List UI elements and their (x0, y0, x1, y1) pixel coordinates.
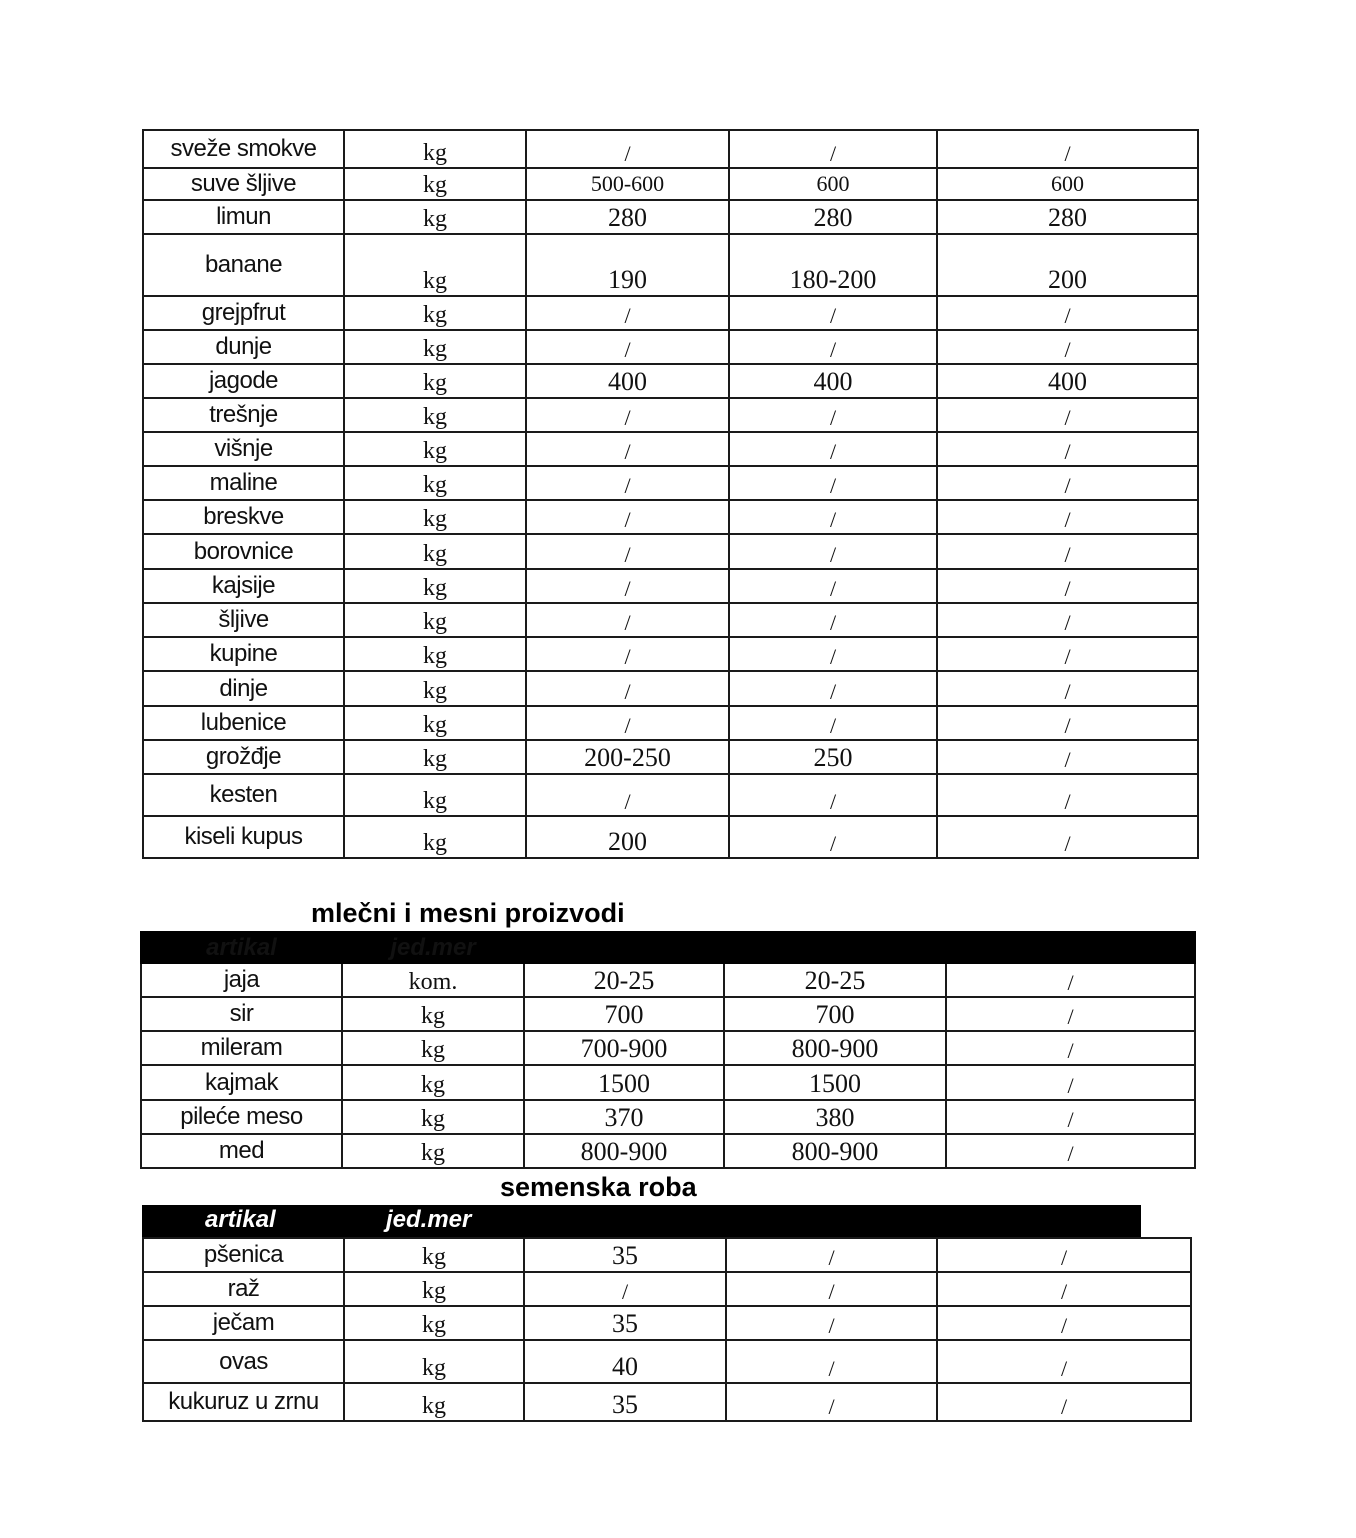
dairy-header-jed-mer: jed.mer (342, 932, 524, 963)
fruit-row (143, 364, 1198, 398)
fruit-row (143, 569, 1198, 603)
fruit-row (143, 534, 1198, 569)
fruit-price-col-3: 200 (937, 234, 1198, 296)
dairy-row (141, 1134, 1195, 1168)
dairy-row (141, 963, 1195, 997)
fruit-unit-cell: kg (344, 296, 526, 330)
dairy-row (141, 1065, 1195, 1100)
seed-price-col-2: / (726, 1340, 937, 1383)
dairy-item-name: sir (141, 997, 342, 1031)
seed-price-col-3: / (937, 1383, 1191, 1421)
seed-price-col-3: / (937, 1306, 1191, 1340)
seed-row (143, 1238, 1191, 1272)
fruit-item-name: borovnice (143, 534, 344, 569)
fruit-price-col-2: / (729, 816, 937, 858)
seed-unit-cell: kg (344, 1340, 524, 1383)
fruit-item-name: dunje (143, 330, 344, 364)
dairy-item-name: pileće meso (141, 1100, 342, 1134)
fruit-row (143, 168, 1198, 200)
dairy-price-col-2: 800-900 (724, 1134, 946, 1168)
fruit-price-col-3: / (937, 130, 1198, 168)
fruit-price-col-2: / (729, 774, 937, 816)
fruit-unit-cell: kg (344, 330, 526, 364)
fruit-row (143, 432, 1198, 466)
fruit-price-col-3: 400 (937, 364, 1198, 398)
fruit-unit-cell: kg (344, 774, 526, 816)
fruit-row (143, 130, 1198, 168)
seed-price-col-3: / (937, 1340, 1191, 1383)
fruit-item-name: kajsije (143, 569, 344, 603)
fruit-unit-cell: kg (344, 398, 526, 432)
fruit-unit-cell: kg (344, 671, 526, 706)
fruit-price-col-3: / (937, 398, 1198, 432)
seed-header-bar (142, 1205, 1141, 1237)
seed-price-col-1: 35 (524, 1383, 726, 1421)
fruit-item-name: suve šljive (143, 168, 344, 200)
fruit-price-col-2: / (729, 706, 937, 740)
fruit-price-col-2: / (729, 466, 937, 500)
seed-item-name: kukuruz u zrnu (143, 1383, 344, 1421)
fruit-price-col-2: / (729, 637, 937, 671)
dairy-price-col-2: 380 (724, 1100, 946, 1134)
dairy-row (141, 1100, 1195, 1134)
seed-row (143, 1306, 1191, 1340)
fruit-price-col-2: / (729, 603, 937, 637)
fruit-unit-cell: kg (344, 168, 526, 200)
dairy-price-col-2: 800-900 (724, 1031, 946, 1065)
fruit-price-col-1: / (526, 671, 729, 706)
fruit-price-col-1: 200 (526, 816, 729, 858)
dairy-price-col-3: / (946, 1134, 1195, 1168)
seed-item-name: ječam (143, 1306, 344, 1340)
fruit-price-col-3: / (937, 816, 1198, 858)
fruit-price-col-2: 180-200 (729, 234, 937, 296)
dairy-price-col-3: / (946, 1065, 1195, 1100)
fruit-price-col-1: / (526, 432, 729, 466)
dairy-price-col-1: 20-25 (524, 963, 724, 997)
fruit-price-col-1: / (526, 706, 729, 740)
fruit-price-col-1: 280 (526, 200, 729, 234)
seed-price-col-3: / (937, 1238, 1191, 1272)
fruit-item-name: limun (143, 200, 344, 234)
dairy-price-col-1: 700-900 (524, 1031, 724, 1065)
fruit-price-col-2: / (729, 500, 937, 534)
dairy-unit-cell: kom. (342, 963, 524, 997)
fruit-price-col-1: 200-250 (526, 740, 729, 774)
fruit-price-col-3: / (937, 466, 1198, 500)
fruit-price-col-3: / (937, 330, 1198, 364)
fruit-price-col-3: / (937, 603, 1198, 637)
fruit-row (143, 500, 1198, 534)
fruit-price-col-3: / (937, 637, 1198, 671)
fruit-row (143, 671, 1198, 706)
seed-section-title: semenska roba (500, 1172, 697, 1202)
fruit-item-name: kupine (143, 637, 344, 671)
seed-price-table (142, 1237, 1192, 1422)
dairy-price-col-3: / (946, 1100, 1195, 1134)
fruit-item-name: maline (143, 466, 344, 500)
fruit-item-name: kiseli kupus (143, 816, 344, 858)
seed-price-col-2: / (726, 1383, 937, 1421)
fruit-price-col-2: 400 (729, 364, 937, 398)
fruit-item-name: grejpfrut (143, 296, 344, 330)
fruit-row (143, 234, 1198, 296)
dairy-header-empty-2 (724, 932, 946, 963)
fruit-price-col-1: 500-600 (526, 168, 729, 200)
fruit-item-name: trešnje (143, 398, 344, 432)
fruit-row (143, 706, 1198, 740)
dairy-unit-cell: kg (342, 1065, 524, 1100)
seed-price-col-1: 35 (524, 1238, 726, 1272)
fruit-item-name: banane (143, 234, 344, 296)
dairy-item-name: jaja (141, 963, 342, 997)
fruit-row (143, 330, 1198, 364)
fruit-item-name: višnje (143, 432, 344, 466)
fruit-row (143, 200, 1198, 234)
seed-unit-cell: kg (344, 1306, 524, 1340)
dairy-unit-cell: kg (342, 997, 524, 1031)
fruit-price-col-3: / (937, 569, 1198, 603)
seed-price-col-2: / (726, 1306, 937, 1340)
seed-unit-cell: kg (344, 1383, 524, 1421)
fruit-unit-cell: kg (344, 200, 526, 234)
fruit-price-col-2: 280 (729, 200, 937, 234)
seed-unit-cell: kg (344, 1238, 524, 1272)
fruit-unit-cell: kg (344, 740, 526, 774)
fruit-price-col-2: 250 (729, 740, 937, 774)
fruit-price-col-1: / (526, 569, 729, 603)
fruit-item-name: šljive (143, 603, 344, 637)
dairy-price-col-1: 1500 (524, 1065, 724, 1100)
fruit-price-col-1: / (526, 330, 729, 364)
fruit-item-name: jagode (143, 364, 344, 398)
fruit-price-col-3: / (937, 296, 1198, 330)
dairy-section-title: mlečni i mesni proizvodi (311, 898, 625, 928)
dairy-item-name: mileram (141, 1031, 342, 1065)
seed-row (143, 1340, 1191, 1383)
dairy-item-name: kajmak (141, 1065, 342, 1100)
seed-price-col-1: 35 (524, 1306, 726, 1340)
dairy-header-empty-1 (524, 932, 724, 963)
seed-price-col-3: / (937, 1272, 1191, 1306)
fruit-price-col-1: 190 (526, 234, 729, 296)
fruit-row (143, 296, 1198, 330)
fruit-row (143, 774, 1198, 816)
seed-item-name: ovas (143, 1340, 344, 1383)
fruit-price-col-3: / (937, 671, 1198, 706)
fruit-unit-cell: kg (344, 603, 526, 637)
fruit-price-col-3: 600 (937, 168, 1198, 200)
seed-header-jed-mer: jed.mer (386, 1206, 472, 1233)
fruit-price-col-1: / (526, 466, 729, 500)
dairy-price-col-2: 700 (724, 997, 946, 1031)
fruit-price-col-1: / (526, 130, 729, 168)
fruit-price-col-2: / (729, 432, 937, 466)
fruit-price-col-1: 400 (526, 364, 729, 398)
dairy-price-col-1: 700 (524, 997, 724, 1031)
fruit-unit-cell: kg (344, 706, 526, 740)
fruit-price-col-3: / (937, 534, 1198, 569)
dairy-price-col-3: / (946, 963, 1195, 997)
fruit-price-col-1: / (526, 637, 729, 671)
fruit-price-col-2: / (729, 296, 937, 330)
dairy-unit-cell: kg (342, 1134, 524, 1168)
seed-price-col-2: / (726, 1238, 937, 1272)
fruit-price-col-2: / (729, 398, 937, 432)
fruit-price-col-3: / (937, 500, 1198, 534)
dairy-header-empty-3 (946, 932, 1195, 963)
fruit-price-col-3: 280 (937, 200, 1198, 234)
fruit-price-col-1: / (526, 296, 729, 330)
fruit-item-name: dinje (143, 671, 344, 706)
fruit-price-col-2: / (729, 569, 937, 603)
dairy-price-col-3: / (946, 1031, 1195, 1065)
fruit-unit-cell: kg (344, 500, 526, 534)
dairy-price-col-1: 370 (524, 1100, 724, 1134)
fruit-unit-cell: kg (344, 534, 526, 569)
fruit-unit-cell: kg (344, 432, 526, 466)
fruit-price-col-1: / (526, 500, 729, 534)
dairy-price-table (140, 931, 1196, 1169)
seed-price-col-1: / (524, 1272, 726, 1306)
fruit-item-name: kesten (143, 774, 344, 816)
dairy-price-col-2: 1500 (724, 1065, 946, 1100)
fruit-unit-cell: kg (344, 234, 526, 296)
fruit-price-col-2: / (729, 671, 937, 706)
fruit-price-col-3: / (937, 432, 1198, 466)
seed-item-name: raž (143, 1272, 344, 1306)
fruit-price-col-2: / (729, 330, 937, 364)
fruit-row (143, 740, 1198, 774)
fruit-item-name: grožđje (143, 740, 344, 774)
dairy-header-artikal: artikal (141, 932, 342, 963)
fruit-item-name: lubenice (143, 706, 344, 740)
fruit-price-col-1: / (526, 603, 729, 637)
seed-row (143, 1272, 1191, 1306)
fruit-price-col-1: / (526, 774, 729, 816)
dairy-price-col-3: / (946, 997, 1195, 1031)
fruit-price-col-3: / (937, 740, 1198, 774)
seed-unit-cell: kg (344, 1272, 524, 1306)
fruit-price-col-3: / (937, 774, 1198, 816)
fruit-item-name: breskve (143, 500, 344, 534)
fruit-unit-cell: kg (344, 364, 526, 398)
fruit-price-col-3: / (937, 706, 1198, 740)
fruit-row (143, 603, 1198, 637)
fruit-row (143, 398, 1198, 432)
fruit-row (143, 466, 1198, 500)
seed-price-col-1: 40 (524, 1340, 726, 1383)
fruit-unit-cell: kg (344, 569, 526, 603)
fruit-row (143, 816, 1198, 858)
fruit-row (143, 637, 1198, 671)
fruit-price-col-2: 600 (729, 168, 937, 200)
fruit-unit-cell: kg (344, 637, 526, 671)
fruit-unit-cell: kg (344, 816, 526, 858)
fruit-price-col-2: / (729, 534, 937, 569)
dairy-unit-cell: kg (342, 1031, 524, 1065)
dairy-row (141, 997, 1195, 1031)
fruit-unit-cell: kg (344, 130, 526, 168)
fruit-price-col-2: / (729, 130, 937, 168)
seed-item-name: pšenica (143, 1238, 344, 1272)
seed-header-artikal: artikal (205, 1206, 276, 1233)
dairy-unit-cell: kg (342, 1100, 524, 1134)
dairy-row (141, 1031, 1195, 1065)
fruit-item-name: sveže smokve (143, 130, 344, 168)
dairy-item-name: med (141, 1134, 342, 1168)
dairy-price-col-2: 20-25 (724, 963, 946, 997)
dairy-price-col-1: 800-900 (524, 1134, 724, 1168)
seed-row (143, 1383, 1191, 1421)
seed-price-col-2: / (726, 1272, 937, 1306)
fruit-price-col-1: / (526, 534, 729, 569)
fruit-price-col-1: / (526, 398, 729, 432)
fruit-price-table (142, 129, 1199, 859)
fruit-unit-cell: kg (344, 466, 526, 500)
